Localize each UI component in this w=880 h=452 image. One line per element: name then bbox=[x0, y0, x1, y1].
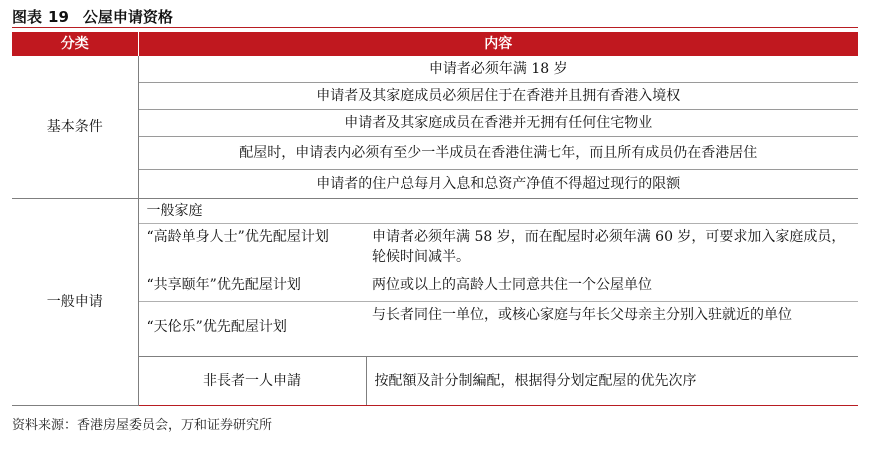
table-row bbox=[12, 56, 858, 83]
plan-name-2: “共享颐年”优先配屋计划 bbox=[138, 272, 366, 302]
figure-caption: 公屋申请资格 bbox=[82, 8, 173, 26]
table-row bbox=[12, 83, 858, 110]
basic-condition-4: 配屋时，申请表内必须有至少一半成员在香港住满七年，而且所有成员仍在香港居住 bbox=[138, 137, 858, 170]
table-row bbox=[12, 199, 858, 224]
figure-title bbox=[12, 6, 173, 26]
table-row bbox=[12, 302, 858, 357]
header-content: 内容 bbox=[138, 32, 858, 56]
basic-condition-2: 申请者及其家庭成员必须居住于在香港并且拥有香港入境权 bbox=[138, 83, 858, 110]
table-header-row bbox=[12, 32, 858, 56]
title-rule bbox=[12, 27, 858, 28]
table-row bbox=[12, 137, 858, 170]
source-note: 资料来源：香港房屋委员会，万和证券研究所 bbox=[12, 418, 273, 433]
category-basic: 基本条件 bbox=[12, 56, 138, 199]
basic-condition-1: 申请者必须年满 18 岁 bbox=[138, 56, 858, 83]
category-general: 一般申请 bbox=[12, 199, 138, 406]
table-row bbox=[12, 110, 858, 137]
plan-name-3: “天伦乐”优先配屋计划 bbox=[138, 302, 366, 357]
non-elderly-content: 按配額及計分制編配，根据得分划定配屋的优先次序 bbox=[366, 357, 858, 406]
general-subheading: 一般家庭 bbox=[138, 199, 858, 224]
plan-description-3: 与长者同住一单位，或核心家庭与年长父母亲主分别入驻就近的单位 bbox=[366, 302, 858, 357]
table-row bbox=[12, 272, 858, 302]
figure-number: 19 bbox=[48, 8, 69, 26]
table-row bbox=[12, 357, 858, 406]
plan-description-1: 申请者必须年满 58 岁，而在配屋时必须年满 60 岁，可要求加入家庭成员，轮候时间减半。 bbox=[372, 229, 846, 265]
plan-description-2: 两位或以上的高龄人士同意共住一个公屋单位 bbox=[366, 272, 858, 302]
plan-name-1: “高龄单身人士”优先配屋计划 bbox=[146, 229, 329, 245]
header-category: 分类 bbox=[12, 32, 138, 56]
basic-condition-5: 申请者的住户总每月入息和总资产净值不得超过现行的限额 bbox=[138, 170, 858, 199]
table-row bbox=[12, 170, 858, 199]
eligibility-table bbox=[12, 32, 858, 406]
category-non-elderly: 非長者一人申請 bbox=[138, 357, 366, 406]
basic-condition-3: 申请者及其家庭成员在香港并无拥有任何住宅物业 bbox=[138, 110, 858, 137]
figure-label: 图表 bbox=[12, 8, 43, 26]
table-row bbox=[12, 224, 858, 273]
